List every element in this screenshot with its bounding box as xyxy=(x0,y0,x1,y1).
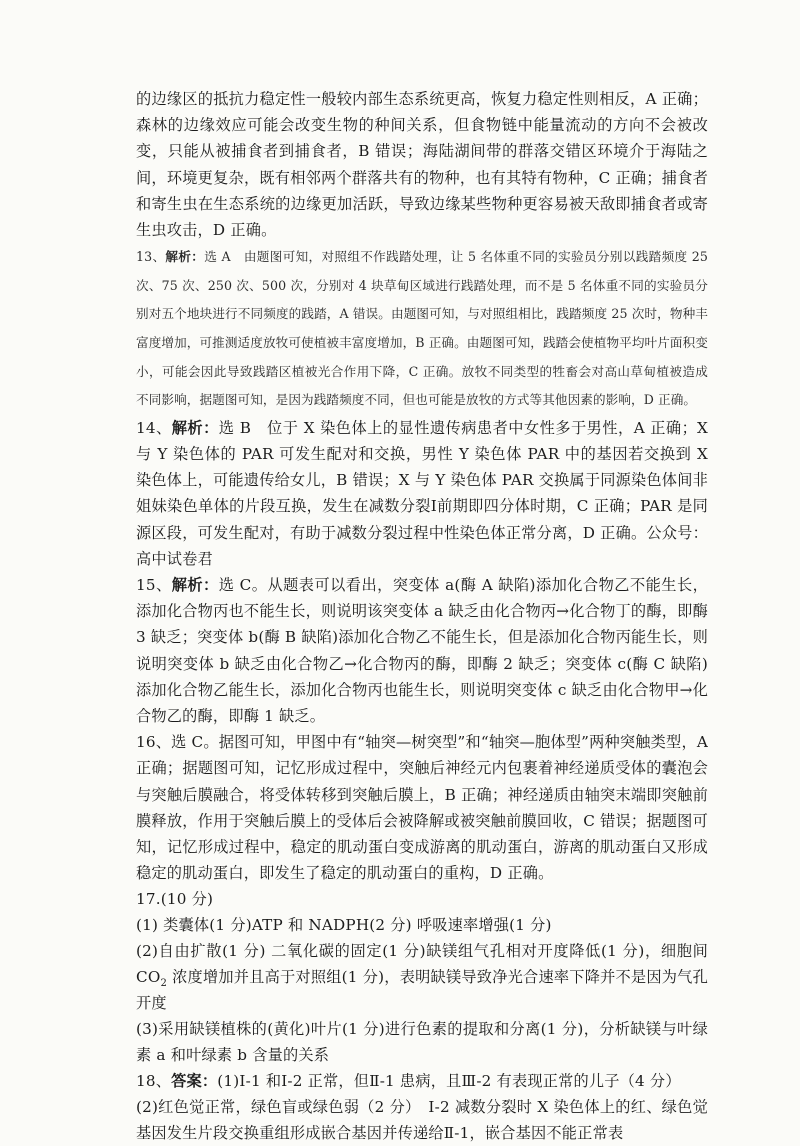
answer-14-label: 解析： xyxy=(171,418,219,437)
co2-subscript: 2 xyxy=(160,978,168,990)
answer-13 xyxy=(136,243,708,415)
answer-14-number: 14、 xyxy=(136,418,172,437)
answer-17-part-1: (1) 类囊体(1 分)ATP 和 NADPH(2 分) 呼吸速率增强(1 分) xyxy=(136,916,552,935)
answer-15 xyxy=(136,572,708,729)
answer-18-part-1 xyxy=(136,1068,708,1094)
answer-15-number: 15、 xyxy=(136,576,172,594)
answer-17-part-2-text-b: 浓度增加并且高于对照组(1 分)，表明缺镁导致净光合速率下降并不是因为气孔开度 xyxy=(136,968,708,1013)
answer-13-number: 13、 xyxy=(136,249,166,265)
answer-14 xyxy=(136,415,708,572)
answer-14-text: 选 B 位于 X 染色体上的显性遗传病患者中女性多于男性，A 正确；X 与 Y 染色体的 PAR 可发生配对和交换，男性 Y 染色体 PAR 中的基因若交换到 X 染色体上，可能遗传给女儿，B 错误；X 与 Y 染色体 PAR 交换属于同源染色体间非姐妹染色单体的片段互换，发生在减数分裂Ⅰ前期即四分体时期，C 正确；PAR 是同源区段，可发生配对，有助于减数分裂过程中性染色体正常分离，D 正确。公众号：高中试卷君 xyxy=(136,418,708,568)
answer-17-heading: 17.(10 分) xyxy=(136,890,214,909)
answer-16: 16、选 C。据图可知，甲图中有“轴突—树突型”和“轴突—胞体型”两种突触类型，A 正确；据题图可知，记忆形成过程中，突触后神经元内包裹着神经递质受体的囊泡会与突触后膜融合，将受体转移到突触后膜上，B 正确；神经递质由轴突末端即突触前膜释放，作用于突触后膜上的受体后会被降解或被突触前膜回收，C 错误；据题图可知，记忆形成过程中，稳定的肌动蛋白变成游离的肌动蛋白，游离的肌动蛋白又形成稳定的肌动蛋白，即发生了稳定的肌动蛋白的重构，D 正确。 xyxy=(136,733,708,883)
answer-18-part-2: (2)红色觉正常，绿色盲或绿色弱（2 分） Ⅰ-2 减数分裂时 X 染色体上的红、绿色觉基因发生片段交换重组形成嵌合基因并传递给Ⅱ-1，嵌合基因不能正常表 xyxy=(136,1098,708,1143)
answer-17-part-2 xyxy=(136,938,708,1016)
answer-17-part-2-text-a: (2)自由扩散(1 分) 二氧化碳的固定(1 分)缺镁组气孔相对开度降低(1 分)，细胞间 CO xyxy=(136,942,708,987)
answer-15-text: 选 C。从题表可以看出，突变体 a(酶 A 缺陷)添加化合物乙不能生长，添加化合物丙也不能生长，则说明该突变体 a 缺乏由化合物丙→化合物丁的酶，即酶 3 缺乏；突变体 b(酶 B 缺陷)添加化合物乙不能生长，但是添加化合物丙能生长，则说明突变体 b 缺乏由化合物乙→化合物丙的酶，即酶 2 缺乏；突变体 c(酶 C 缺陷) 添加化合物乙能生长，添加化合物丙也能生长，则说明突变体 c 缺乏由化合物甲→化合物乙的酶，即酶 1 缺乏。 xyxy=(136,576,708,726)
answer-13-label: 解析： xyxy=(165,249,205,265)
answer-18-label: 答案： xyxy=(171,1072,218,1091)
answer-18-number: 18、 xyxy=(136,1072,172,1091)
answer-18-text-1: (1)Ⅰ-1 和Ⅰ-2 正常，但Ⅱ-1 患病，且Ⅲ-2 有表现正常的儿子（4 分） xyxy=(217,1072,681,1091)
answer-13-text: 选 A 由题图可知，对照组不作践踏处理，让 5 名体重不同的实验员分别以践踏频度 25 次、75 次、250 次、500 次，分别对 4 块草甸区域进行践踏处理，而不是 5 名体重不同的实验员分别对五个地块进行不同频度的践踏，A 错误。由题图可知，与对照组相比，践踏频度 25 次时，物种丰富度增加，可推测适度放牧可使植被丰富度增加，B 正确。由题图可知，践踏会使植物平均叶片面积变小，可能会因此导致践踏区植被光合作用下降，C 正确。放牧不同类型的牲畜会对高山草甸植被造成不同影响，据题图可知，是因为践踏频度不同，但也可能是放牧的方式等其他因素的影响，D 正确。 xyxy=(136,249,709,408)
answer-17-part-3: (3)采用缺镁植株的(黄化)叶片(1 分)进行色素的提取和分离(1 分)，分析缺镁与叶绿素 a 和叶绿素 b 含量的关系 xyxy=(136,1020,708,1065)
answer-15-label: 解析： xyxy=(171,576,219,594)
answer-12-continued: 的边缘区的抵抗力稳定性一般较内部生态系统更高，恢复力稳定性则相反，A 正确；森林的边缘效应可能会改变生物的种间关系，但食物链中能量流动的方向不会被改变，只能从被捕食者到捕食者，B 错误；海陆湖间带的群落交错区环境介于海陆之间，环境更复杂，既有相邻两个群落共有的物种，也有其特有物种，C 正确；捕食者和寄生虫在生态系统的边缘更加活跃，导致边缘某些物种更容易被天敌即捕食者或寄生虫攻击，D 正确。 xyxy=(136,90,708,240)
